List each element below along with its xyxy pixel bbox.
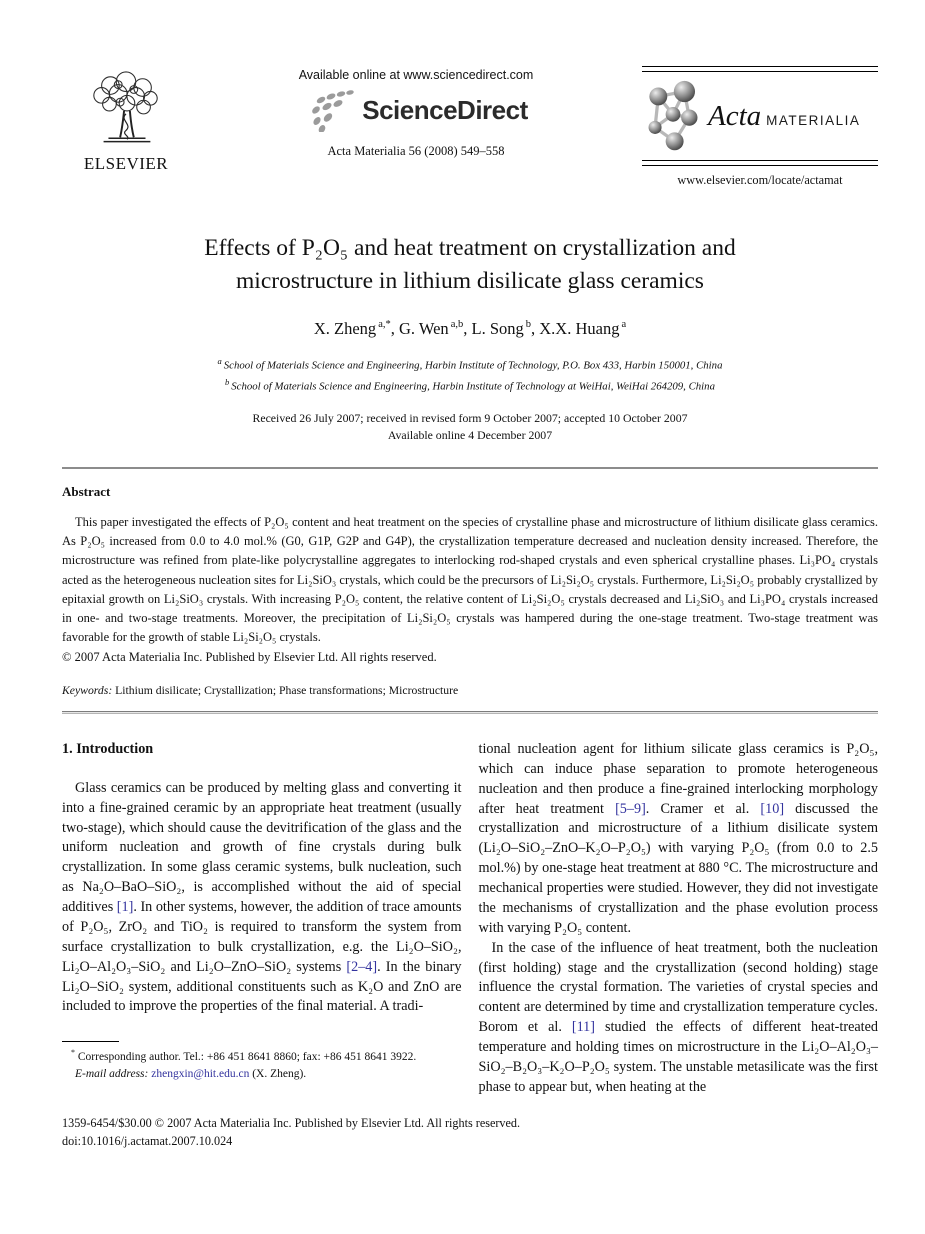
citation-ref[interactable]: [1] [116,899,134,916]
email-suffix: (X. Zheng). [249,1068,307,1081]
available-online-text: Available online at www.sciencedirect.com [298,68,534,82]
elsevier-wordmark: ELSEVIER [83,154,169,173]
abstract-heading: Abstract [62,483,111,499]
citation-ref[interactable]: [5–9] [615,800,646,817]
intro-paragraph-2 [479,939,879,1098]
author: X.X. Huang $^a$ [539,318,627,338]
text-segment: studied the effects of different heat-treated temperature and holding times on microstructure in the Li₂O–Al₂O₃–SiO₂–B₂O₃–K₂O–P₂O₅ system. The unstable metasilicate was the first phase to appear but, when heating at the [478,1019,878,1095]
journal-citation: Acta Materialia 56 (2008) 549–558 [327,144,505,158]
doi-line: doi:10.1016/j.actamat.2007.10.024 [62,1133,233,1148]
author: L. Song $^b$, [471,318,540,338]
article-body [62,740,878,1098]
citation-ref[interactable]: [10] [760,800,785,817]
text-segment: In the case of the influence of heat treatment, both the nucleation (first holding) stage and the crystallization (second holding) stage influence the crystal formation. The varieties of crystal species and content are determined by time and crystallization temperature cycles. Borom et al. [478,939,878,1036]
elsevier-tree-icon [81,70,171,148]
right-column [479,740,879,1098]
left-column [62,740,462,1098]
issn-line: 1359-6454/$30.00 © 2007 Acta Materialia Inc. Published by Elsevier Ltd. All rights reserved. [62,1115,521,1130]
footnote-email-line [62,1066,462,1083]
author-list [62,319,878,339]
divider-rule-thick [62,711,878,714]
footnote-text: * Corresponding author. Tel.: +86 451 8641 8860; fax: +86 451 8641 3922. [71,1048,417,1064]
email-link[interactable]: zhengxin@hit.edu.cn [151,1068,250,1081]
text-segment: . Cramer et al. [645,800,761,817]
sciencedirect-dots-icon [304,88,358,132]
journal-homepage-url: www.elsevier.com/locate/actamat [677,173,843,187]
double-rule-bottom [642,160,878,166]
acta-materialia-block [642,66,878,188]
footnote-rule [62,1041,119,1042]
available-online-date: Available online 4 December 2007 [387,428,553,443]
header-center [190,66,642,159]
intro-paragraph-1 [62,779,462,1018]
article-history [62,410,878,445]
author: G. Wen $^{a,b}$, [398,318,472,338]
section-heading-introduction: 1. Introduction [62,740,154,757]
affiliations [62,354,878,397]
text-segment: . In the binary Li₂O–SiO₂ system, additional constituents such as K₂O and ZnO are included to improve the properties of the final material. A tradi- [62,958,462,1015]
keywords-text: Lithium disilicate; Crystallization; Phase transformations; Microstructure [112,683,459,697]
elsevier-logo-block [62,70,190,174]
intro-paragraph-1-continued [479,740,879,939]
copyright-line: © 2007 Acta Materialia Inc. Published by Elsevier Ltd. All rights reserved. [62,649,437,664]
divider-rule [62,467,878,469]
keywords-label: Keywords: [62,683,113,697]
keywords-line [62,684,878,697]
affiliation-a: $^a$ School of Materials Science and Engineering, Harbin Institute of Technology, P.O. Box 433, Harbin 150001, China [217,355,723,372]
sciencedirect-wordmark: ScienceDirect [362,94,528,125]
text-segment: Glass ceramics can be produced by melting glass and converting it into a fine-grained ceramic by an appropriate heat treatment (usually two-stage), which should cause the devitrification of the glass and the uniform nucleation and growth of fine crystals during bulk crystallization. In some glass ceramic systems, bulk nucleation, such as Na₂O–BaO–SiO₂, is accomplished without the aid of special additives [62,779,462,916]
email-label: E-mail address: [75,1068,149,1081]
citation-ref[interactable]: [11] [571,1019,595,1036]
article-title: Effects of P₂O₅ and heat treatment on crystallization and microstructure in lithium disilicate glass ceramics [204,235,736,295]
sciencedirect-logo [190,88,642,132]
journal-header [62,66,878,188]
text-segment: . In other systems, however, the addition of trace amounts of P₂O₅, ZrO₂ and TiO₂ is required to transform the system from surface crystallization to bulk crystallization, e.g. the Li₂O–SiO₂, Li₂O–Al₂O₃–SiO₂ and Li₂O–ZnO–SiO₂ systems [62,899,462,975]
abstract-text: This paper investigated the effects of P₂O₅ content and heat treatment on the species of crystalline phase and microstructure of lithium disilicate glass ceramics. As P₂O₅ increased from 0.0 to 4.0 mol.% (G0, G1P, G2P and G4P), the crystallization temperature decreased and nucleation density increased. Therefore, the microstructure was refined from plate-like polycrystalline aggregates to interlocking rod-shaped crystals and even spherical crystalline phases. Li₃PO₄ crystals acted as the heterogeneous nucleation sites for Li₂SiO₃ crystals, which could be the precursors of Li₂Si₂O₅ crystals. Furthermore, Li₂Si₂O₅ probably crystallized by epitaxial growth on Li₂SiO₃ crystals. With increasing P₂O₅ content, the relative content of Li₂Si₂O₅ crystals decreased and Li₂SiO₃ and Li₃PO₄ crystals increased in one- and two-stage treatments. Moreover, the precipitation of Li₂Si₂O₅ crystals was hampered during the one-stage treatment. Two-stage treatment was favorable for the growth of stable Li₂Si₂O₅ crystals. [62,514,878,645]
acta-materialia-wordmark: Acta MATERIALIA [708,99,861,132]
text-segment: discussed the crystallization and microstructure of a lithium disilicate system (Li₂O–SiO₂–ZnO–K₂O–P₂O₅) with varying P₂O₅ (from 0.0 to 2.5 mol.%) by one-stage heat treatment at 880 °C. The microstructure and mechanical properties were studied. However, they did not investigate the mechanisms of crystallization and the phase evolution process with varying P₂O₅ content. [478,800,879,936]
issn-copyright-footer [62,1114,878,1151]
received-dates: Received 26 July 2007; received in revised form 9 October 2007; accepted 10 October 2007 [252,410,688,425]
affiliation-b: $^b$ School of Materials Science and Engineering, Harbin Institute of Technology at WeiHai, WeiHai 264209, China [225,377,715,393]
acta-materialia-logo [642,72,878,160]
corresponding-author-footnote [62,1041,462,1083]
author: X. Zheng $^{a,*}$, [313,318,399,338]
acta-materialia-spheres-icon [642,77,704,155]
text-segment: tional nucleation agent for lithium silicate glass ceramics is P₂O₅, which can induce phase separation to promote heterogeneous nucleation and then produce a fine-grained interlocking morphology after heat treatment [478,740,878,817]
citation-ref[interactable]: [2–4] [346,958,378,975]
